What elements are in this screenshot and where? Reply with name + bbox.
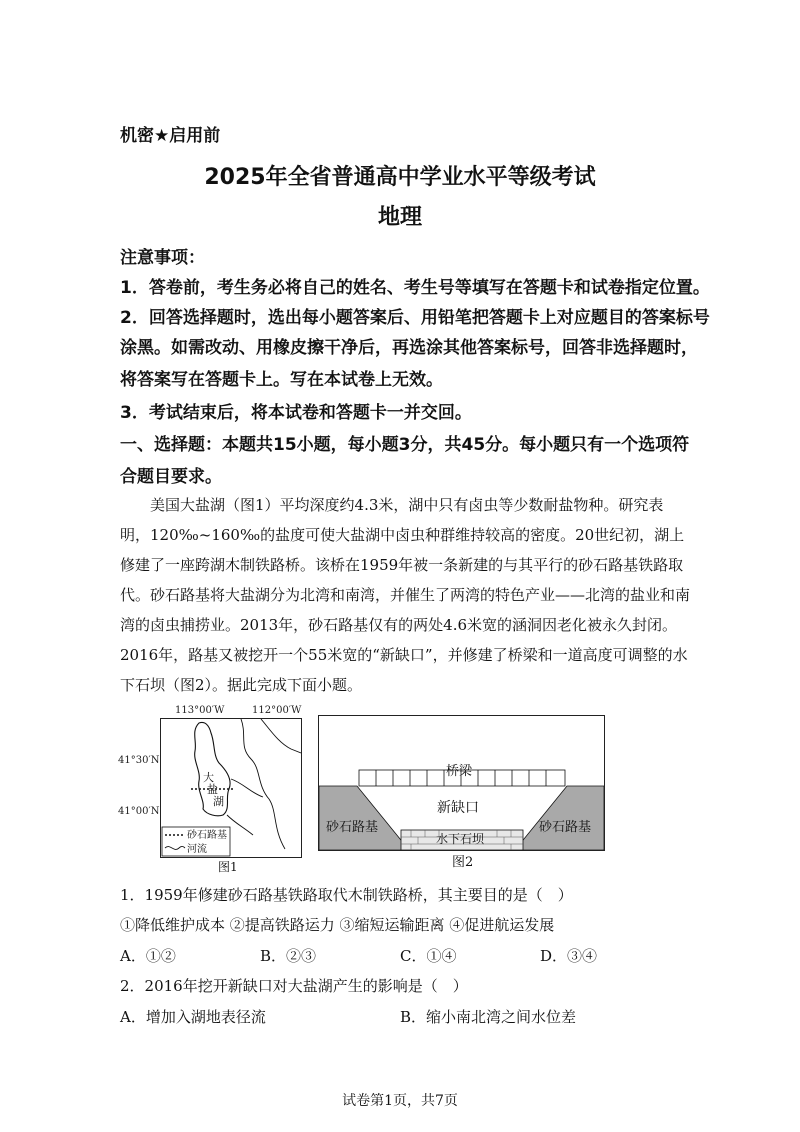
q1-option-c[interactable]: C．①④ (400, 947, 457, 965)
question-2-stem: 2．2016年挖开新缺口对大盐湖产生的影响是（ ） (120, 977, 468, 995)
figure-1-map (160, 718, 302, 858)
notice-item-2-line2: 涂黑。如需改动、用橡皮擦干净后，再选涂其他答案标号，回答非选择题时， (120, 338, 698, 358)
section-heading-line1: 一、选择题：本题共15小题，每小题3分，共45分。每小题只有一个选项符 (120, 435, 690, 455)
reading-passage: 美国大盐湖（图1）平均深度约4.3米，湖中只有卤虫等少数耐盐物种。研究表明，120‰~160‰的盐度可使大盐湖中卤虫种群维持较高的密度。20世纪初，湖上修建了一座跨湖木制铁路桥。该桥在1959年被一条新建的与其平行的砂石路基铁路取代。砂石路基将大盐湖分为北湾和南湾，并催生了两湾的特色产业——北湾的盐业和南湾的卤虫捕捞业。2013年，砂石路基仅有的两处4.6米宽的涵洞因老化被永久封闭。2016年，路基又被挖开一个55米宽的“新缺口”，并修建了桥梁和一道高度可调整的水下石坝（图2）。据此完成下面小题。 (120, 496, 691, 694)
fig1-lon-112: 112°00′W (252, 705, 302, 716)
section-heading-line2: 合题目要求。 (120, 467, 222, 487)
q2-option-a[interactable]: A．增加入湖地表径流 (120, 1008, 266, 1026)
question-1-stem: 1．1959年修建砂石路基铁路取代木制铁路桥，其主要目的是（ ） (120, 886, 573, 904)
fig1-lon-113: 113°00′W (175, 705, 225, 716)
river-line-1 (241, 719, 285, 849)
figure-1-caption: 图1 (218, 860, 238, 874)
notice-heading: 注意事项： (120, 248, 205, 268)
notice-item-1: 1．答卷前，考生务必将自己的姓名、考生号等填写在答题卡和试卷指定位置。 (120, 278, 710, 298)
q1-option-d[interactable]: D．③④ (540, 947, 598, 965)
right-roadbed-label: 砂石路基 (539, 820, 592, 835)
legend-roadbed-label: 砂石路基 (187, 830, 227, 841)
great-salt-lake-map (161, 719, 301, 857)
question-2-options (0, 1006, 800, 1030)
confidential-label: 机密★启用前 (120, 126, 221, 146)
notice-item-2-line1: 2．回答选择题时，选出每小题答案后、用铅笔把答题卡上对应题目的答案标号 (120, 308, 710, 328)
fig1-lat-4130: 41°30′N (118, 755, 160, 766)
q1-option-b[interactable]: B．②③ (260, 947, 317, 965)
river-line-4 (227, 815, 253, 835)
exam-title: 2025年全省普通高中学业水平等级考试 (204, 165, 596, 190)
legend-river-label: 河流 (187, 844, 207, 855)
notice-item-2-line3: 将答案写在答题卡上。写在本试卷上无效。 (120, 370, 443, 390)
bridge-label: 桥梁 (446, 764, 473, 779)
notice-item-3: 3．考试结束后，将本试卷和答题卡一并交回。 (120, 403, 472, 423)
subject-title: 地理 (377, 205, 422, 230)
question-1-statements: ①降低维护成本 ②提高铁路运力 ③缩短运输距离 ④促进航运发展 (120, 916, 555, 934)
underwater-dam-label: 水下石坝 (436, 832, 485, 846)
lake-label-2: 盐 (207, 783, 218, 796)
fig1-lat-4100: 41°00′N (118, 806, 160, 817)
lake-label-1: 大 (203, 771, 214, 784)
new-gap-label: 新缺口 (437, 800, 479, 816)
left-roadbed-label: 砂石路基 (326, 820, 379, 835)
figure-2-caption: 图2 (452, 855, 474, 870)
q1-option-a[interactable]: A．①② (120, 947, 176, 965)
river-line-3 (231, 779, 263, 797)
page-footer: 试卷第1页，共7页 (342, 1093, 458, 1109)
q2-option-b[interactable]: B．缩小南北湾之间水位差 (400, 1008, 577, 1026)
lake-label-3: 湖 (213, 795, 224, 808)
river-line-2 (261, 719, 301, 753)
question-1-options (0, 945, 800, 969)
